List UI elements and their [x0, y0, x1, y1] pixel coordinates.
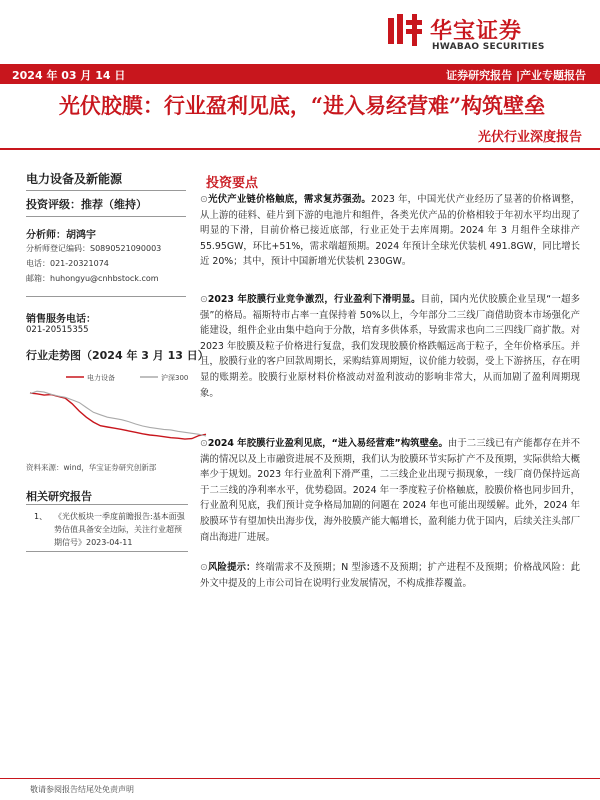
paragraph-lead: 光伏产业链价格触底，需求复苏强劲。	[207, 194, 372, 205]
report-date: 2024 年 03 月 14 日	[12, 69, 126, 82]
industry-trend-chart	[26, 370, 210, 448]
left-divider	[26, 190, 186, 191]
left-divider	[26, 296, 186, 297]
paragraph-body: 终端需求不及预期；N 型渗透不及预期；扩产进程不及预期；价格战风险：此外文中提及的上市公司旨在说明行业发展情况，不构成推荐覆盖。	[200, 562, 580, 589]
brand-name-en: HWABAO SECURITIES	[432, 42, 545, 52]
bullet-icon: ⊙	[200, 294, 208, 305]
related-research-title: 相关研究报告	[26, 490, 92, 503]
sales-phone: 021-20515355	[26, 325, 89, 335]
paragraph-lead: 2024 年胶膜行业盈利见底，“进入易经营难”构筑壁垒。	[207, 438, 448, 449]
related-item-number: 1、	[34, 512, 48, 521]
report-title: 光伏胶膜：行业盈利见底，“进入易经营难”构筑壁垒	[58, 93, 546, 118]
legend-label: 沪深300	[161, 374, 189, 382]
company-logo	[386, 10, 586, 56]
related-item-link[interactable]: 《光伏板块一季度前瞻报告:基本面强势估值具备安全边际，关注行业超预期信号》2023-04-11	[54, 512, 185, 547]
disclaimer-note: 敬请参阅报告结尾处免责声明	[30, 785, 134, 794]
paragraph-body: 由于二三线已有产能都存在并不满的情况以及上市融资进展不及预期，我们认为胶膜环节实际扩产不及预期，实际供给大概率少于规划。2023 年行业盈利下滑严重，二三线企业出现亏损现象，一线厂商仍保持远高于二三线的净利率水平，优势稳固。2024 年一季度粒子价格触底，胶膜价格也同步回升，行业盈利见底，我们预计竞争格局加剧的问题在 2024 年也可能出现缓解。此外，2024 年胶膜环节有望加快出海步伐，海外胶膜产能大幅增长，盈利能力优于国内，后续关注头部厂商出海进厂进展。	[200, 438, 580, 543]
brand-name-cn: 华宝证券	[430, 19, 523, 44]
paragraph-body: 目前，国内光伏胶膜企业呈现“一超多强”的格局。福斯特市占率一直保持着 50%以上，今年部分二三线厂商借助资本市场强化产能建设，组件企业由集中趋向于分散，培育多供体系，导致需求也向二三四线厂商扩散。对 2023 年胶膜及粒子价格进行复盘，我们发现胶膜价格跌幅远高于粒子，全年价格承压。并且，胶膜行业的客户回款周期长，采购结算周期短，议价能力较弱，受上下游挤压，存在明显的账期差。胶膜行业原材料价格波动对盈利波动的影响非常大，从而加剧了盈利周期现象。	[200, 294, 581, 399]
paragraph-lead: 2023 年胶膜行业竞争激烈，行业盈利下滑明显。	[207, 294, 421, 305]
footer-divider	[0, 778, 600, 779]
legend-label: 电力设备	[87, 374, 115, 382]
summary-paragraph	[200, 292, 580, 401]
bullet-icon: ⊙	[200, 562, 208, 573]
section-title: 投资要点	[206, 176, 259, 191]
investment-rating: 投资评级：推荐（维持）	[26, 198, 147, 211]
title-divider	[0, 148, 600, 150]
bullet-icon: ⊙	[200, 438, 208, 449]
analyst-cert: 分析师登记编码：S0890521090003	[26, 244, 162, 253]
paragraph-lead: 风险提示：	[207, 562, 256, 573]
risk-paragraph	[200, 560, 580, 591]
left-divider	[26, 216, 186, 217]
summary-paragraph	[200, 436, 580, 545]
brand-mark-icon	[386, 12, 426, 48]
bullet-icon: ⊙	[200, 194, 208, 205]
related-research-list	[26, 504, 188, 552]
report-subtitle: 光伏行业深度报告	[477, 130, 582, 145]
sector-label: 电力设备及新能源	[26, 172, 123, 186]
trend-chart-title: 行业走势图（2024 年 3 月 13 日）	[26, 349, 209, 362]
report-type: 证券研究报告 |产业专题报告	[446, 69, 586, 82]
analyst-name: 分析师：胡鸿宇	[26, 230, 96, 241]
paragraph-body: 2023 年，中国光伏产业经历了显著的价格调整，从上游的硅料、硅片到下游的电池片和组件，各类光伏产品的价格相较于年初水平均出现了明显的下滑，目前价格已接近底部，行业正处于去库周期。2024 年 3 月组件全球排产 55.95GW，环比+51%，需求端超预期。2024 年预计全球光伏装机 491.8GW，同比增长近 20%；其中，预计中国新增光伏装机 230GW。	[200, 194, 580, 268]
date-bar	[0, 64, 600, 84]
sales-title: 销售服务电话：	[26, 314, 96, 325]
analyst-email: 邮箱：huhongyu@cnhbstock.com	[26, 274, 159, 283]
summary-paragraph	[200, 192, 580, 270]
chart-source: 资料来源：wind，华宝证券研究创新部	[26, 463, 157, 472]
analyst-phone: 电话：021-20321074	[26, 259, 109, 268]
